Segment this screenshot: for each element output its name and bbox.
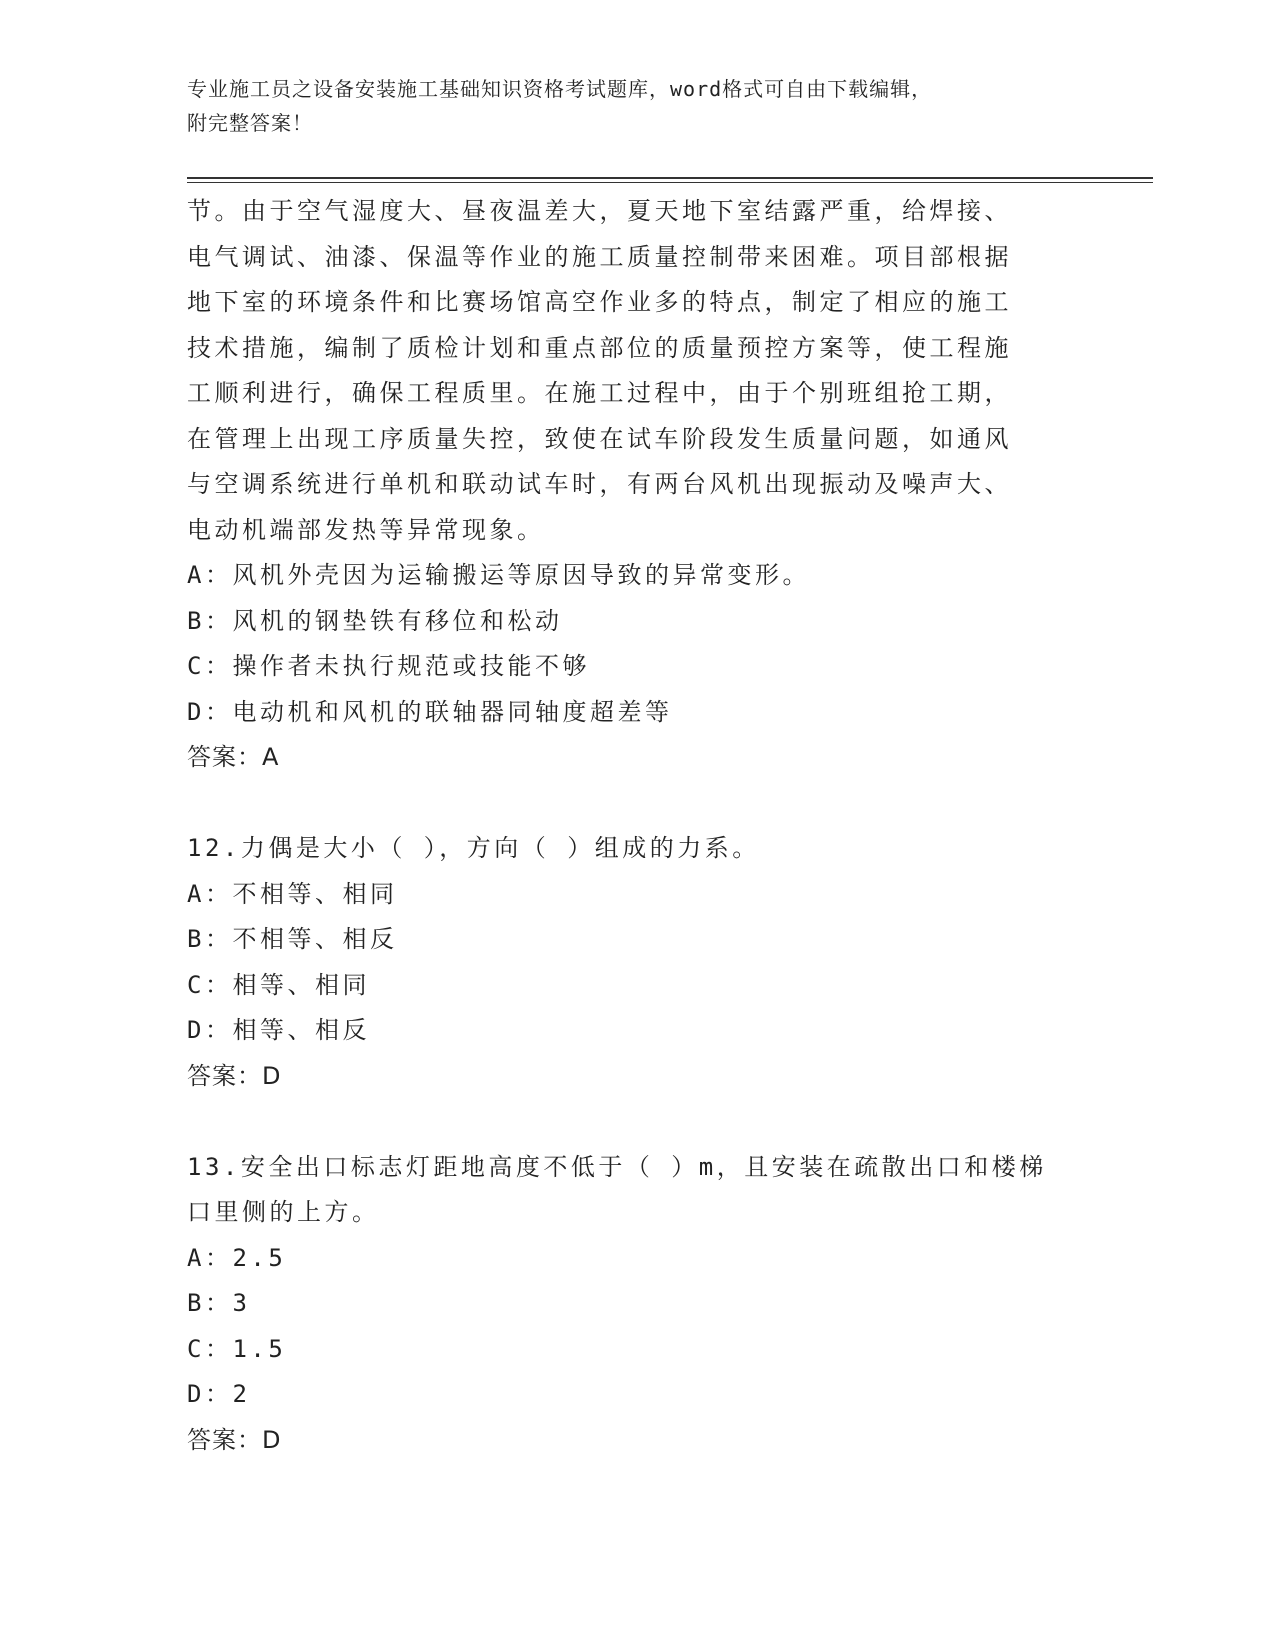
option-b: B：不相等、相反 [187,925,398,953]
question-stem-line: 技术措施，编制了质检计划和重点部位的质量预控方案等，使工程施 [187,333,1012,362]
document-header [187,72,1087,140]
document-body [187,189,1087,1463]
option-a: A：2.5 [187,1243,287,1272]
question-spacer [187,781,1087,827]
question-stem-line: 电气调试、油漆、保温等作业的施工质量控制带来困难。项目部根据 [187,242,1012,271]
option-c: C：1.5 [187,1334,287,1363]
option-d: D：电动机和风机的联轴器同轴度超差等 [187,697,673,726]
question-stem-line: 电动机端部发热等异常现象。 [187,515,545,544]
question-11 [187,189,1087,781]
question-13 [187,1145,1087,1464]
option-c: C：操作者未执行规范或技能不够 [187,652,590,680]
option-a: A：风机外壳因为运输搬运等原因导致的异常变形。 [187,561,810,589]
question-stem-line: 12.力偶是大小（ ），方向（ ）组成的力系。 [187,834,760,862]
answer-line: 答案：D [187,1425,282,1454]
answer-line: 答案：A [187,743,280,771]
answer-line: 答案：D [187,1061,282,1090]
question-stem-line: 口里侧的上方。 [187,1198,380,1226]
header-divider [187,177,1153,183]
question-stem-line: 13.安全出口标志灯距地高度不低于（ ）m，且安装在疏散出口和楼梯 [187,1152,1047,1181]
header-title-line-1: 专业施工员之设备安装施工基础知识资格考试题库，word格式可自由下载编辑， [187,77,933,101]
question-stem-line: 与空调系统进行单机和联动试车时，有两台风机出现振动及噪声大、 [187,470,1012,498]
option-d: D：相等、相反 [187,1016,370,1044]
question-stem-line: 工顺利进行，确保工程质里。在施工过程中，由于个别班组抢工期， [187,379,1012,407]
header-title-line-2: 附完整答案！ [187,111,313,135]
option-d: D：2 [187,1380,251,1408]
option-c: C：相等、相同 [187,970,370,999]
option-b: B：3 [187,1289,251,1317]
question-stem-line: 在管理上出现工序质量失控，致使在试车阶段发生质量问题，如通风 [187,424,1012,453]
question-spacer [187,1099,1087,1145]
question-stem-line: 节。由于空气湿度大、昼夜温差大，夏天地下室结露严重，给焊接、 [187,197,1012,225]
question-stem-line: 地下室的环境条件和比赛场馆高空作业多的特点，制定了相应的施工 [187,288,1012,316]
option-b: B：风机的钢垫铁有移位和松动 [187,606,563,635]
option-a: A：不相等、相同 [187,879,398,908]
question-12 [187,826,1087,1099]
